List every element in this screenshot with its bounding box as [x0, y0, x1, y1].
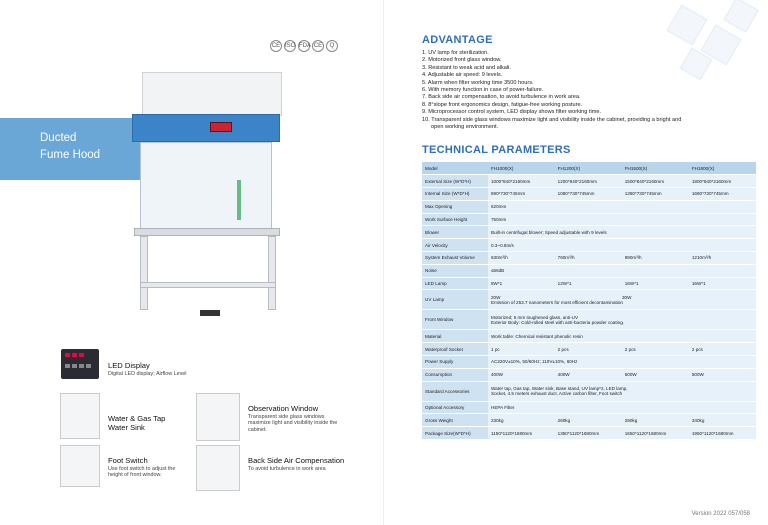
list-item: 10. Transparent side glass windows maximize light and visibility inside the cabinet, providing a bright and: [422, 116, 682, 123]
list-item: 9. Microprocessor control system, LED display shows filter working time.: [422, 109, 602, 116]
hood-worktop: [134, 228, 280, 236]
table-value-cell: [488, 310, 756, 330]
table-row: [422, 200, 756, 213]
table-key-cell: Consumption: [422, 368, 488, 381]
list-item: 6. With memory function in case of power-failure.: [422, 87, 544, 94]
hexagon-decoration: [723, 0, 759, 33]
feature-title: Back Side Air Compensation: [248, 456, 345, 465]
table-key-cell: Noise: [422, 264, 488, 277]
right-page: [384, 0, 768, 525]
feature-desc: Digital LED display; Airflow Level: [108, 371, 187, 377]
table-value-text: Motorized; 5 mm toughened glass, anti-UV: [491, 314, 579, 320]
table-value-cell: 1000*840*2160mm: [488, 175, 555, 188]
table-header-cell: FH1800(X): [689, 162, 756, 175]
foot-switch-thumbnail: [60, 445, 100, 487]
table-value-note: Socket, 4.5 meters exhaust duct, Active carbon filter, Foot switch: [491, 391, 623, 397]
table-key-cell: Front Window: [422, 310, 488, 330]
table-value-cell: 400W: [555, 368, 622, 381]
table-row: [422, 252, 756, 265]
list-item: 8. 8°slope front ergonomics design, fatigue-free working posture.: [422, 101, 583, 108]
table-value-cell: 12W*1: [555, 277, 622, 290]
feature-observation-window: [248, 404, 338, 433]
table-value-cell: [488, 290, 756, 310]
certification-marks: [270, 40, 338, 52]
feature-title: Water & Gas Tap Water Sink: [108, 414, 166, 432]
table-value-cell: 1080*730*745mm: [555, 188, 622, 201]
list-item: open working environment.: [431, 124, 499, 131]
table-header-cell: Model: [422, 162, 488, 175]
cert-mark-icon: FDA: [298, 40, 310, 52]
table-value-cell: 290kg: [622, 414, 689, 427]
table-key-cell: Blower: [422, 226, 488, 239]
table-value-cell: [488, 200, 756, 213]
hood-leg: [268, 236, 276, 310]
feature-foot-switch: [108, 456, 188, 479]
table-value-cell: 500W: [689, 368, 756, 381]
observation-window-thumbnail: [196, 393, 240, 441]
table-value-cell: 1210m³/h: [689, 252, 756, 265]
table-value-cell: [488, 356, 756, 369]
table-row: [422, 343, 756, 356]
advantage-heading: ADVANTAGE: [422, 34, 493, 46]
table-row: [422, 330, 756, 343]
table-row: [422, 264, 756, 277]
table-value-text: Work table: Chemical resistant phenolic resin: [491, 333, 583, 339]
table-value-text: HEPA Filter: [491, 405, 515, 411]
product-title-banner: [0, 118, 150, 180]
table-value-cell: 1500*840*2160mm: [622, 175, 689, 188]
table-row: [422, 401, 756, 414]
table-row: [422, 381, 756, 401]
table-value-text: ≤66dB: [491, 268, 505, 274]
feature-water-gas-tap: [108, 405, 165, 441]
table-header-cell: FH1500(X): [622, 162, 689, 175]
cert-mark-icon: Q: [326, 40, 338, 52]
table-value-cell: 260kg: [555, 414, 622, 427]
table-key-cell: External Size (W*D*H): [422, 175, 488, 188]
product-title-line1: Ducted: [40, 132, 77, 144]
table-value-text: Water tap, Gas tap, Water sink, Base stand, UV lamp*2, LED lamp,: [491, 386, 628, 392]
feature-desc: To avoid turbulence in work area: [248, 466, 326, 472]
hood-leg: [140, 236, 148, 310]
list-item: 7. Back side air compensation, to avoid turbulence in work area.: [422, 94, 581, 101]
list-item: 3. Resistant to weak acid and alkali.: [422, 64, 511, 71]
table-value-cell: [488, 264, 756, 277]
table-value-cell: 890*730*745mm: [488, 188, 555, 201]
cert-mark-icon: ISO: [284, 40, 296, 52]
table-value-cell: 500W: [622, 368, 689, 381]
page-footer: Version 2022 057/058: [691, 511, 750, 517]
table-value-text: Built-in centrifugal blower; Speed adjustable with 9 levels: [491, 229, 607, 235]
table-key-cell: LED Lamp: [422, 277, 488, 290]
table-value-cell: [488, 239, 756, 252]
table-row: [422, 290, 756, 310]
table-value-cell: 1950*1120*1680mm: [689, 427, 756, 440]
table-header-row: [422, 162, 756, 175]
feature-title: Foot Switch: [108, 456, 148, 465]
hood-glass-window: [140, 142, 272, 230]
table-key-cell: Max Opening: [422, 200, 488, 213]
table-value-cell: [488, 401, 756, 414]
table-row: [422, 226, 756, 239]
parameters-heading: TECHNICAL PARAMETERS: [422, 144, 571, 156]
feature-desc: Transparent side glass windows maximize light and visibility inside the cabinet.: [248, 414, 338, 433]
table-header-cell: FH1200(X): [555, 162, 622, 175]
table-value-cell: 1150*1120*1680mm: [488, 427, 555, 440]
table-value-cell: 2 pcs: [555, 343, 622, 356]
table-value-cell: 1800*840*2160mm: [689, 175, 756, 188]
cert-mark-icon: CE: [270, 40, 282, 52]
water-tap-thumbnail: [60, 393, 100, 439]
table-value-text: 620mm: [491, 204, 507, 210]
table-row: [422, 427, 756, 440]
table-row: [422, 213, 756, 226]
table-value-cell: [488, 381, 756, 401]
table-key-cell: Optional Accessory: [422, 401, 488, 414]
table-key-cell: Power Supply: [422, 356, 488, 369]
parameters-table: [422, 162, 756, 440]
table-value-cell: 1650*1120*1680mm: [622, 427, 689, 440]
table-value-cell: [488, 330, 756, 343]
table-value-cell: 630m³/h: [488, 252, 555, 265]
table-row: [422, 356, 756, 369]
hood-led-display: [210, 122, 232, 132]
product-title-line2: Fume Hood: [40, 149, 101, 161]
table-value-cell: 1680*730*745mm: [689, 188, 756, 201]
feature-title: Observation Window: [248, 404, 319, 413]
list-item: 4. Adjustable air speed: 9 levels.: [422, 72, 503, 79]
hood-top-housing: [142, 72, 282, 116]
table-row: [422, 175, 756, 188]
table-value-cell: 2 pcs: [622, 343, 689, 356]
table-value-cell: 16W*1: [622, 277, 689, 290]
table-value-cell: 2 pcs: [689, 343, 756, 356]
advantage-list: [422, 50, 762, 131]
table-value-cell: 990m³/h: [622, 252, 689, 265]
table-key-cell: Material: [422, 330, 488, 343]
table-value-cell: 400W: [488, 368, 555, 381]
table-key-cell: Work Surface Height: [422, 213, 488, 226]
table-value-cell: [488, 226, 756, 239]
led-display-thumbnail: [61, 349, 99, 379]
table-value-cell: 340kg: [689, 414, 756, 427]
hood-control-panel: [132, 114, 280, 142]
table-row: [422, 414, 756, 427]
feature-title: LED Display: [108, 361, 150, 370]
table-value-cell: 8W*1: [488, 277, 555, 290]
table-key-cell: Standard Accessories: [422, 381, 488, 401]
feature-led-display: [108, 361, 187, 377]
table-key-cell: Waterproof Socket: [422, 343, 488, 356]
table-value-text: 0.3~0.8m/s: [491, 242, 514, 248]
table-value-cell: 1 pc: [488, 343, 555, 356]
fume-hood-illustration: [132, 72, 288, 318]
list-item: 1. UV lamp for sterilization.: [422, 50, 489, 56]
table-value-cell: 1350*1120*1680mm: [555, 427, 622, 440]
table-value-text: 20W: [491, 294, 501, 300]
feature-desc: Use foot switch to adjust the height of front window.: [108, 466, 176, 479]
table-key-cell: Package Size(W*D*H): [422, 427, 488, 440]
table-value-cell: 760m³/h: [555, 252, 622, 265]
table-value-text: AC220V±10%, 50/60Hz; 110V±10%, 60Hz: [491, 359, 578, 365]
table-value-text: 750mm: [491, 217, 507, 223]
table-value-note: Emission of 253.7 nanometers for most efficient decontamination: [491, 299, 623, 305]
table-value-cell: [488, 213, 756, 226]
table-value-note: Exterior Body: Cold-rolled steel with anti-bacteria powder coating.: [491, 319, 625, 325]
table-row: [422, 277, 756, 290]
table-key-cell: Internal Size (W*D*H): [422, 188, 488, 201]
table-value-text: [688, 295, 754, 300]
air-compensation-thumbnail: [196, 445, 240, 491]
foot-pedal-icon: [200, 310, 220, 316]
table-value-text: 30W: [622, 294, 632, 300]
table-value-cell: 1200*840*2160mm: [555, 175, 622, 188]
table-value-cell: 1380*730*745mm: [622, 188, 689, 201]
table-key-cell: Air Velocity: [422, 239, 488, 252]
list-item: 5. Alarm when filter working time 3500 hours.: [422, 79, 534, 86]
table-value-cell: 230kg: [488, 414, 555, 427]
cert-mark-icon: CE: [312, 40, 324, 52]
table-value-cell: 16W*1: [689, 277, 756, 290]
table-key-cell: UV Lamp: [422, 290, 488, 310]
hexagon-decoration: [667, 5, 708, 46]
table-key-cell: Gross Weight: [422, 414, 488, 427]
table-row: [422, 239, 756, 252]
list-item: 2. Motorized front glass window.: [422, 57, 502, 64]
table-row: [422, 188, 756, 201]
table-row: [422, 310, 756, 330]
table-key-cell: System Exhaust Volume: [422, 252, 488, 265]
table-header-cell: FH1000(X): [488, 162, 555, 175]
hood-stand-bar: [140, 282, 276, 288]
feature-back-air-compensation: [248, 456, 348, 472]
table-row: [422, 368, 756, 381]
hood-water-tap: [237, 180, 241, 220]
